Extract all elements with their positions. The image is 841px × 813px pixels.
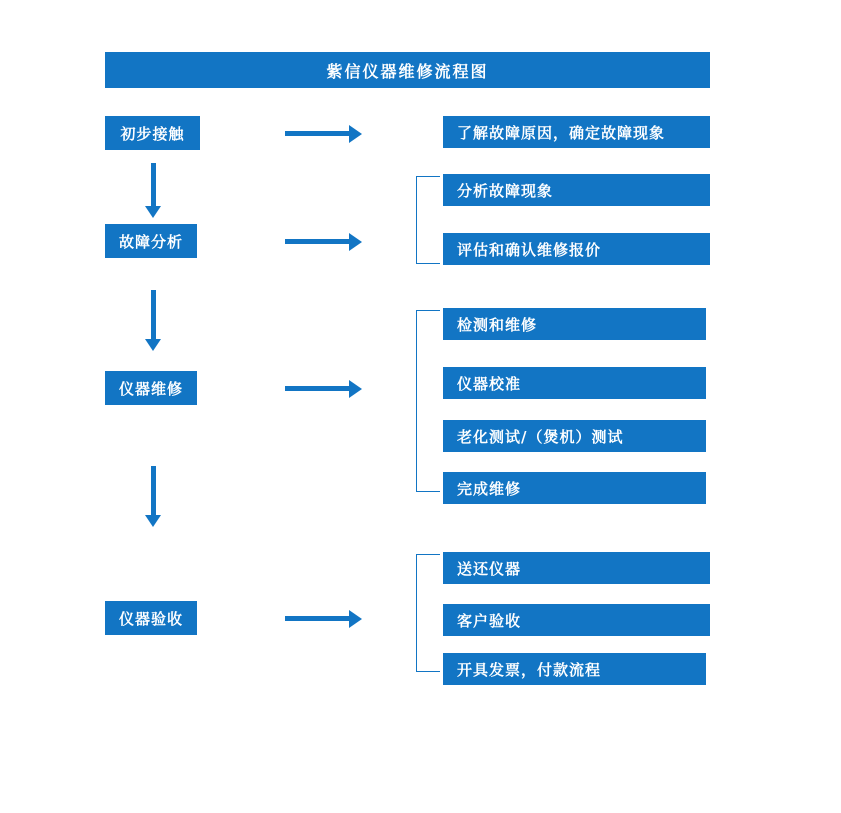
arrow-down-2	[143, 290, 163, 352]
arrow-right-1	[285, 125, 362, 143]
detail-box-1-1[interactable]	[443, 116, 710, 148]
arrow-right-4	[285, 610, 362, 628]
detail-label-4-1: 送还仪器	[457, 559, 522, 578]
arrow-right-2	[285, 233, 362, 251]
detail-label-4-3: 开具发票，付款流程	[457, 660, 602, 679]
detail-box-2-1[interactable]	[443, 174, 710, 206]
diagram-title	[105, 52, 710, 88]
detail-box-2-2[interactable]	[443, 233, 710, 265]
detail-label-3-4: 完成维修	[457, 479, 522, 498]
stage-box-2[interactable]	[105, 224, 197, 258]
stage-label-4: 仪器验收	[118, 609, 183, 628]
arrow-right-3	[285, 380, 362, 398]
diagram-title-text: 紫信仪器维修流程图	[326, 61, 489, 81]
detail-box-3-3[interactable]	[443, 420, 706, 452]
detail-label-1-1: 了解故障原因，确定故障现象	[457, 123, 666, 142]
detail-box-4-2[interactable]	[443, 604, 710, 636]
detail-label-2-1: 分析故障现象	[457, 181, 554, 200]
detail-label-2-2: 评估和确认维修报价	[457, 240, 602, 259]
detail-box-3-2[interactable]	[443, 367, 706, 399]
detail-label-3-2: 仪器校准	[457, 374, 522, 393]
detail-box-4-1[interactable]	[443, 552, 710, 584]
detail-box-3-4[interactable]	[443, 472, 706, 504]
stage-label-3: 仪器维修	[118, 379, 183, 398]
detail-box-3-1[interactable]	[443, 308, 706, 340]
detail-label-4-2: 客户验收	[457, 611, 522, 630]
arrow-down-3	[143, 466, 163, 528]
stage-box-3[interactable]	[105, 371, 197, 405]
bracket-2	[416, 176, 440, 264]
stage-label-1: 初步接触	[120, 124, 185, 143]
bracket-3	[416, 310, 440, 492]
stage-label-2: 故障分析	[118, 232, 183, 251]
detail-label-3-3: 老化测试/（煲机）测试	[457, 427, 624, 446]
bracket-4	[416, 554, 440, 672]
stage-box-4[interactable]	[105, 601, 197, 635]
detail-label-3-1: 检测和维修	[457, 315, 538, 334]
detail-box-4-3[interactable]	[443, 653, 706, 685]
arrow-down-1	[143, 163, 163, 218]
stage-box-1[interactable]	[105, 116, 200, 150]
